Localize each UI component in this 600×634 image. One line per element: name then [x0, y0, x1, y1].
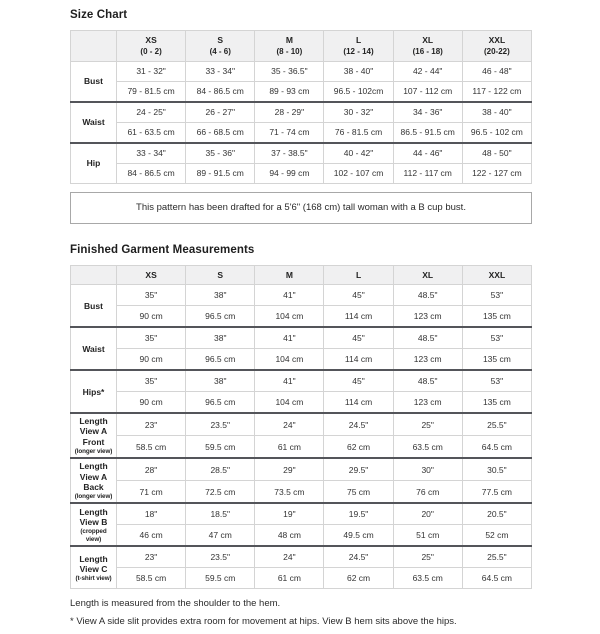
- measurement-cell-cm: 64.5 cm: [462, 436, 531, 459]
- measurement-cell-inches: 19": [255, 503, 324, 525]
- measurement-cell-inches: 18.5": [186, 503, 255, 525]
- table-row: [71, 503, 532, 525]
- measurement-cell-cm: 135 cm: [462, 349, 531, 371]
- row-label-cell: [71, 61, 117, 102]
- header-row: [71, 31, 532, 62]
- measurement-cell-inches: 44 - 46": [393, 143, 462, 164]
- measurement-cell-inches: 53": [462, 327, 531, 349]
- row-label-cell: [71, 458, 117, 503]
- size-range-label: (8 - 10): [276, 46, 303, 56]
- column-header: [324, 31, 393, 62]
- measurement-cell-cm: 135 cm: [462, 392, 531, 414]
- row-label: Hips*: [82, 386, 105, 397]
- row-label: Hip: [86, 158, 101, 169]
- measurement-cell-cm: 90 cm: [117, 392, 186, 414]
- measurement-cell-inches: 45": [324, 370, 393, 392]
- measurement-cell-inches: 30 - 32": [324, 102, 393, 123]
- measurement-cell-inches: 35 - 36": [186, 143, 255, 164]
- column-header: [255, 31, 324, 62]
- measurement-cell-cm: 84 - 86.5 cm: [186, 81, 255, 102]
- measurement-cell-cm: 61 - 63.5 cm: [117, 122, 186, 143]
- row-sublabel: (cropped view): [80, 528, 107, 543]
- measurement-cell-cm: 51 cm: [393, 525, 462, 547]
- pattern-note-text: This pattern has been drafted for a 5'6" (168 cm) tall woman with a B cup bust.: [136, 202, 466, 214]
- size-chart-title: Size Chart: [70, 9, 128, 21]
- measurement-cell-inches: 35": [117, 327, 186, 349]
- table-row: [71, 392, 532, 414]
- page-content: [70, 9, 532, 634]
- measurement-cell-cm: 79 - 81.5 cm: [117, 81, 186, 102]
- table-row: [71, 327, 532, 349]
- column-header: XL: [393, 265, 462, 285]
- measurement-cell-inches: 20.5": [462, 503, 531, 525]
- row-label: Length View A Front: [79, 416, 108, 447]
- measurement-cell-cm: 112 - 117 cm: [393, 163, 462, 183]
- measurement-cell-cm: 75 cm: [324, 481, 393, 504]
- measurement-cell-inches: 41": [255, 285, 324, 306]
- size-label: M: [285, 35, 293, 45]
- corner-cell: [71, 31, 117, 62]
- measurement-cell-inches: 48.5": [393, 370, 462, 392]
- measurement-cell-inches: 25.5": [462, 413, 531, 436]
- column-header: L: [324, 265, 393, 285]
- measurement-cell-cm: 49.5 cm: [324, 525, 393, 547]
- table-row: [71, 481, 532, 504]
- measurement-cell-inches: 45": [324, 327, 393, 349]
- measurement-cell-cm: 102 - 107 cm: [324, 163, 393, 183]
- measurement-cell-cm: 96.5 cm: [186, 392, 255, 414]
- measurement-cell-cm: 52 cm: [462, 525, 531, 547]
- measurement-cell-inches: 46 - 48": [462, 61, 531, 81]
- measurement-cell-cm: 63.5 cm: [393, 436, 462, 459]
- table-header: [71, 265, 532, 285]
- measurement-cell-cm: 90 cm: [117, 349, 186, 371]
- pattern-note-box: [70, 192, 532, 224]
- table-row: [71, 122, 532, 143]
- measurement-cell-inches: 29.5": [324, 458, 393, 481]
- table-row: [71, 349, 532, 371]
- row-sublabel: (longer view): [74, 447, 113, 455]
- measurement-cell-cm: 76 cm: [393, 481, 462, 504]
- measurement-cell-inches: 34 - 36": [393, 102, 462, 123]
- measurement-cell-cm: 76 - 81.5 cm: [324, 122, 393, 143]
- size-range-label: (16 - 18): [412, 46, 443, 56]
- measurement-cell-cm: 104 cm: [255, 392, 324, 414]
- row-label-cell: [71, 285, 117, 328]
- header-row: [71, 265, 532, 285]
- measurement-cell-cm: 90 cm: [117, 306, 186, 328]
- measurement-cell-cm: 96.5 - 102cm: [324, 81, 393, 102]
- measurement-cell-cm: 73.5 cm: [255, 481, 324, 504]
- measurement-cell-cm: 71 cm: [117, 481, 186, 504]
- measurement-cell-inches: 35": [117, 285, 186, 306]
- measurement-cell-cm: 77.5 cm: [462, 481, 531, 504]
- measurement-cell-cm: 114 cm: [324, 392, 393, 414]
- measurement-cell-cm: 89 - 91.5 cm: [186, 163, 255, 183]
- row-label-cell: [71, 370, 117, 413]
- measurement-cell-inches: 33 - 34": [186, 61, 255, 81]
- table-row: [71, 61, 532, 81]
- column-header: XXL: [462, 265, 531, 285]
- measurement-cell-inches: 45": [324, 285, 393, 306]
- measurement-cell-inches: 24.5": [324, 546, 393, 568]
- measurement-cell-inches: 31 - 32": [117, 61, 186, 81]
- measurement-cell-inches: 33 - 34": [117, 143, 186, 164]
- column-header: M: [255, 265, 324, 285]
- measurement-cell-inches: 23": [117, 413, 186, 436]
- measurement-cell-cm: 59.5 cm: [186, 568, 255, 589]
- measurement-cell-cm: 114 cm: [324, 349, 393, 371]
- row-sublabel: (t-shirt view): [75, 574, 112, 582]
- table-row: [71, 102, 532, 123]
- table-body: [71, 61, 532, 183]
- measurement-cell-inches: 40 - 42": [324, 143, 393, 164]
- row-label: Length View C: [79, 553, 108, 574]
- size-range-label: (0 - 2): [140, 46, 162, 56]
- table-row: [71, 546, 532, 568]
- measurement-cell-inches: 38 - 40": [462, 102, 531, 123]
- measurement-cell-inches: 26 - 27": [186, 102, 255, 123]
- size-label: S: [217, 35, 224, 45]
- row-label: Waist: [82, 117, 105, 128]
- measurement-cell-cm: 86.5 - 91.5 cm: [393, 122, 462, 143]
- measurement-cell-inches: 28": [117, 458, 186, 481]
- measurement-cell-cm: 107 - 112 cm: [393, 81, 462, 102]
- measurement-cell-inches: 25": [393, 546, 462, 568]
- measurement-cell-inches: 35": [117, 370, 186, 392]
- column-header: [462, 31, 531, 62]
- table-row: [71, 81, 532, 102]
- size-range-label: (20-22): [483, 46, 510, 56]
- measurement-cell-cm: 62 cm: [324, 568, 393, 589]
- size-label: XS: [145, 35, 157, 45]
- size-range-label: (12 - 14): [343, 46, 374, 56]
- measurement-cell-inches: 24": [255, 413, 324, 436]
- measurement-cell-cm: 63.5 cm: [393, 568, 462, 589]
- row-label-cell: [71, 327, 117, 370]
- measurement-cell-cm: 104 cm: [255, 306, 324, 328]
- measurement-cell-cm: 58.5 cm: [117, 568, 186, 589]
- footnote-view-a-slit: * View A side slit provides extra room for movement at hips. View B hem sits above the hips.: [70, 616, 457, 628]
- measurement-cell-inches: 48.5": [393, 327, 462, 349]
- measurement-cell-inches: 41": [255, 327, 324, 349]
- measurement-cell-cm: 71 - 74 cm: [255, 122, 324, 143]
- measurement-cell-inches: 20": [393, 503, 462, 525]
- table-row: [71, 458, 532, 481]
- measurement-cell-inches: 41": [255, 370, 324, 392]
- measurement-cell-inches: 24 - 25": [117, 102, 186, 123]
- footnotes: [70, 598, 532, 629]
- row-label: Waist: [82, 343, 105, 354]
- measurement-cell-inches: 28 - 29": [255, 102, 324, 123]
- measurement-cell-inches: 19.5": [324, 503, 393, 525]
- size-chart-table: [70, 30, 532, 184]
- column-header: [393, 31, 462, 62]
- measurement-cell-cm: 94 - 99 cm: [255, 163, 324, 183]
- measurement-cell-inches: 38 - 40": [324, 61, 393, 81]
- table-row: [71, 413, 532, 436]
- table-row: [71, 436, 532, 459]
- footnote-length-measured: Length is measured from the shoulder to the hem.: [70, 598, 281, 610]
- measurement-cell-inches: 30": [393, 458, 462, 481]
- measurement-cell-cm: 123 cm: [393, 349, 462, 371]
- size-label: L: [355, 35, 362, 45]
- row-label-cell: [71, 102, 117, 143]
- measurement-cell-cm: 64.5 cm: [462, 568, 531, 589]
- table-row: [71, 370, 532, 392]
- measurement-cell-inches: 53": [462, 370, 531, 392]
- measurement-cell-inches: 24": [255, 546, 324, 568]
- table-row: [71, 568, 532, 589]
- measurement-cell-cm: 123 cm: [393, 306, 462, 328]
- table-row: [71, 163, 532, 183]
- measurement-cell-cm: 48 cm: [255, 525, 324, 547]
- measurement-cell-cm: 62 cm: [324, 436, 393, 459]
- table-header: [71, 31, 532, 62]
- table-row: [71, 306, 532, 328]
- measurement-cell-cm: 123 cm: [393, 392, 462, 414]
- measurement-cell-cm: 61 cm: [255, 568, 324, 589]
- measurement-cell-cm: 96.5 cm: [186, 349, 255, 371]
- measurement-cell-inches: 23.5": [186, 546, 255, 568]
- row-sublabel: (longer view): [74, 492, 113, 500]
- row-label: Bust: [84, 76, 103, 87]
- measurement-cell-cm: 46 cm: [117, 525, 186, 547]
- measurement-cell-inches: 38": [186, 327, 255, 349]
- column-header: XS: [117, 265, 186, 285]
- measurement-cell-cm: 96.5 - 102 cm: [462, 122, 531, 143]
- measurement-cell-cm: 122 - 127 cm: [462, 163, 531, 183]
- measurement-cell-inches: 30.5": [462, 458, 531, 481]
- measurement-cell-inches: 25.5": [462, 546, 531, 568]
- measurement-cell-inches: 38": [186, 370, 255, 392]
- table-body: [71, 285, 532, 589]
- measurement-cell-inches: 38": [186, 285, 255, 306]
- measurement-cell-inches: 24.5": [324, 413, 393, 436]
- measurement-cell-inches: 18": [117, 503, 186, 525]
- measurement-cell-inches: 35 - 36.5": [255, 61, 324, 81]
- measurement-cell-cm: 96.5 cm: [186, 306, 255, 328]
- size-label: XL: [422, 35, 434, 45]
- measurement-cell-cm: 66 - 68.5 cm: [186, 122, 255, 143]
- measurement-cell-inches: 37 - 38.5": [255, 143, 324, 164]
- measurement-cell-inches: 29": [255, 458, 324, 481]
- row-label-cell: [71, 143, 117, 184]
- measurement-cell-cm: 47 cm: [186, 525, 255, 547]
- row-label: Bust: [84, 300, 103, 311]
- column-header: [117, 31, 186, 62]
- measurement-cell-inches: 42 - 44": [393, 61, 462, 81]
- finished-measurements-title: Finished Garment Measurements: [70, 243, 255, 256]
- measurement-cell-inches: 25": [393, 413, 462, 436]
- measurement-cell-inches: 23": [117, 546, 186, 568]
- measurement-cell-inches: 48 - 50": [462, 143, 531, 164]
- column-header: [186, 31, 255, 62]
- row-label: Length View A Back: [79, 461, 108, 492]
- measurement-cell-cm: 135 cm: [462, 306, 531, 328]
- measurement-cell-cm: 61 cm: [255, 436, 324, 459]
- measurement-cell-cm: 89 - 93 cm: [255, 81, 324, 102]
- measurement-cell-inches: 28.5": [186, 458, 255, 481]
- finished-measurements-table: [70, 265, 532, 590]
- measurement-cell-cm: 72.5 cm: [186, 481, 255, 504]
- table-row: [71, 143, 532, 164]
- measurement-cell-cm: 58.5 cm: [117, 436, 186, 459]
- measurement-cell-inches: 48.5": [393, 285, 462, 306]
- measurement-cell-cm: 117 - 122 cm: [462, 81, 531, 102]
- measurement-cell-inches: 53": [462, 285, 531, 306]
- measurement-cell-cm: 84 - 86.5 cm: [117, 163, 186, 183]
- measurement-cell-cm: 104 cm: [255, 349, 324, 371]
- size-label: XXL: [488, 35, 506, 45]
- size-range-label: (4 - 6): [209, 46, 231, 56]
- table-row: [71, 525, 532, 547]
- row-label-cell: [71, 413, 117, 458]
- column-header: S: [186, 265, 255, 285]
- table-row: [71, 285, 532, 306]
- measurement-cell-cm: 114 cm: [324, 306, 393, 328]
- measurement-cell-inches: 23.5": [186, 413, 255, 436]
- row-label: Length View B: [79, 506, 108, 527]
- corner-cell: [71, 265, 117, 285]
- row-label-cell: [71, 503, 117, 546]
- measurement-cell-cm: 59.5 cm: [186, 436, 255, 459]
- row-label-cell: [71, 546, 117, 589]
